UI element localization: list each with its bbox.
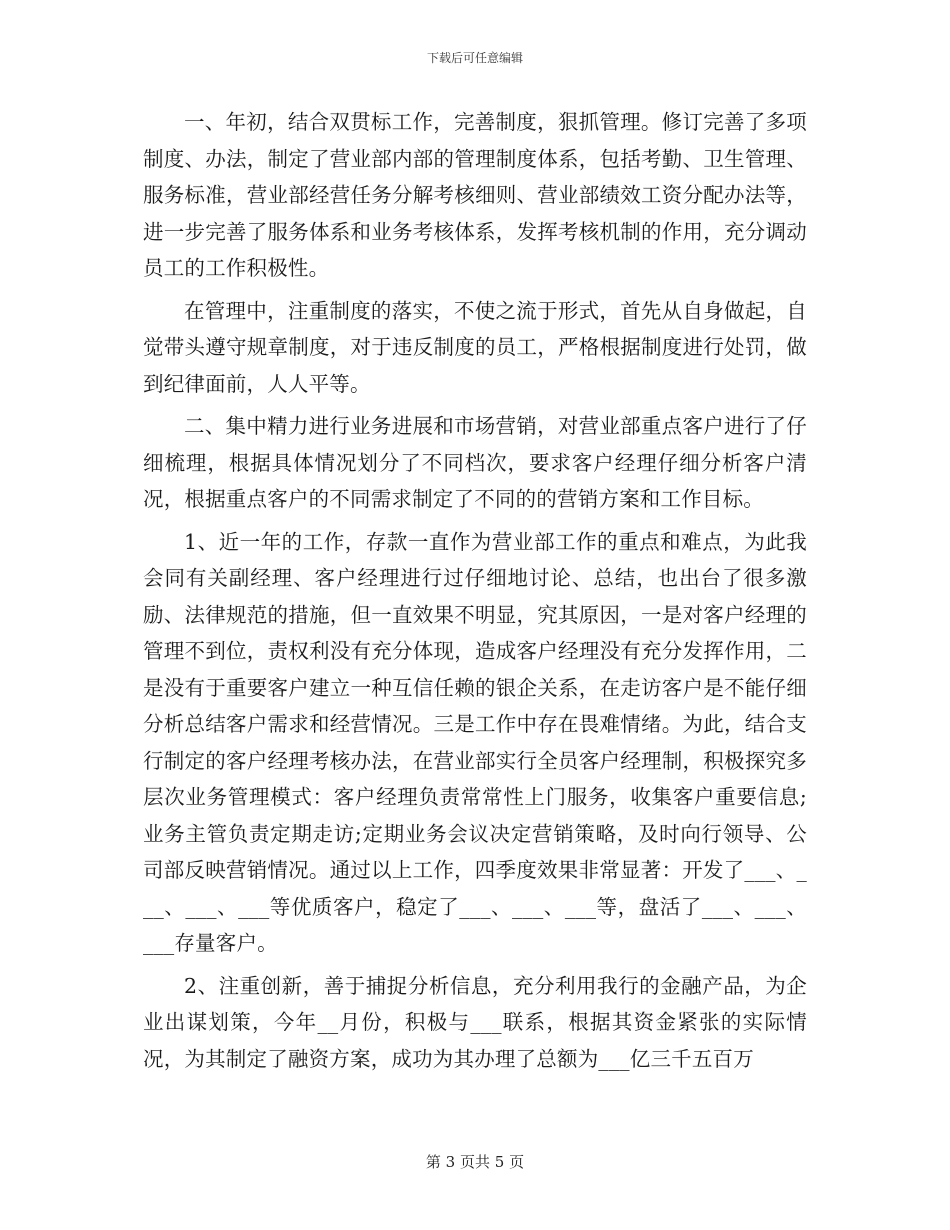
paragraph-management-system: 一、年初，结合双贯标工作，完善制度，狠抓管理。修订完善了多项制度、办法，制定了营业部内部的管理制度体系，包括考勤、卫生管理、服务标准，营业部经营任务分解考核细则、营业部绩效工资分配办法等，进一步完善了服务体系和业务考核体系，发挥考核机制的作用，充分调动员工的工作积极性。 [143,110,807,280]
paragraph-deposit-work: 1、近一年的工作，存款一直作为营业部工作的重点和难点，为此我会同有关副经理、客户经理进行过仔细地讨论、总结，也出台了很多激励、法律规范的措施，但一直效果不明显，究其原因，一是对客户经理的管理不到位，责权利没有充分体现，造成客户经理没有充分发挥作用，二是没有于重要客户建立一种互信任赖的银企关系，在走访客户是不能仔细分析总结客户需求和经营情况。三是工作中存在畏难情绪。为此，结合支行制定的客户经理考核办法，在营业部实行全员客户经理制，积极探究多层次业务管理模式：客户经理负责常常性上门服务，收集客户重要信息;业务主管负责定期走访;定期业务会议决定营销策略，及时向行领导、公司部反映营销情况。通过以上工作，四季度效果非常显著：开发了___、___、___、___等优质客户，稳定了___、___、___等，盘活了___、___、___存量客户。 [143,529,807,955]
document-body [143,104,807,1077]
paragraph-innovation: 2、注重创新，善于捕捉分析信息，充分利用我行的金融产品，为企业出谋划策，今年__月份，积极与___联系，根据其资金紧张的实际情况，为其制定了融资方案，成功为其办理了总额为___亿三千五百万 [143,973,807,1071]
page-number: 第 3 页共 5 页 [425,1153,525,1171]
page-header: 下载后可任意编辑 [426,51,523,65]
paragraph-marketing-focus: 二、集中精力进行业务进展和市场营销，对营业部重点客户进行了仔细梳理，根据具体情况划分了不同档次，要求客户经理仔细分析客户清况，根据重点客户的不同需求制定了不同的的营销方案和工作目标。 [143,414,807,511]
paragraph-system-enforcement: 在管理中，注重制度的落实，不使之流于形式，首先从自身做起，自觉带头遵守规章制度，对于违反制度的员工，严格根据制度进行处罚，做到纪律面前，人人平等。 [143,298,807,396]
